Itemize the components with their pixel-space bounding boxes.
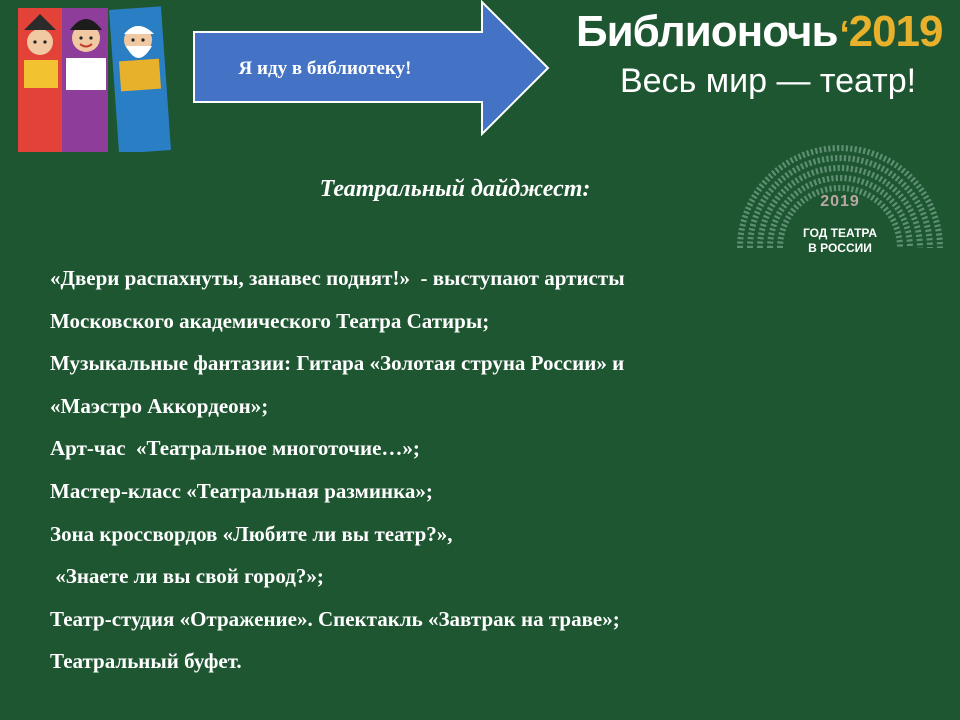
digest-heading: Театральный дайджест: bbox=[319, 176, 591, 202]
emblem-year: 2019 bbox=[820, 193, 860, 210]
event-line: Театр-студия «Отражение». Спектакль «Завтрак на траве»; bbox=[50, 606, 620, 631]
event-line: «Маэстро Аккордеон»; bbox=[50, 393, 269, 418]
event-line: «Знаете ли вы свой город?»; bbox=[50, 564, 324, 589]
arrow-banner-label: Я иду в библиотеку! bbox=[238, 58, 412, 79]
event-line: Московского академического Театра Сатиры; bbox=[50, 308, 490, 333]
event-line: «Двери распахнуты, занавес поднят!» - выступают артисты bbox=[50, 266, 625, 290]
brand-year: 2019 bbox=[848, 7, 943, 56]
event-line: Зона кроссвордов «Любите ли вы театр?», bbox=[50, 521, 453, 546]
event-list bbox=[50, 262, 930, 688]
brand-subtitle: Весь мир — театр! bbox=[620, 62, 917, 100]
event-line: Арт-час «Театральное многоточие…»; bbox=[50, 436, 420, 461]
brand-title bbox=[576, 4, 943, 60]
bibliotheque-figures-logo bbox=[14, 0, 182, 152]
event-line: Театральный буфет. bbox=[50, 649, 242, 674]
event-line: Мастер-класс «Театральная разминка»; bbox=[50, 478, 433, 503]
bookmark-icon: ‘ bbox=[839, 13, 849, 54]
emblem-line-1: ГОД ТЕАТРА bbox=[802, 226, 878, 240]
emblem-line-2: В РОССИИ bbox=[808, 241, 872, 255]
event-line: Музыкальные фантазии: Гитара «Золотая струна России» и bbox=[50, 351, 625, 376]
brand-name: Библионочь bbox=[576, 7, 838, 56]
